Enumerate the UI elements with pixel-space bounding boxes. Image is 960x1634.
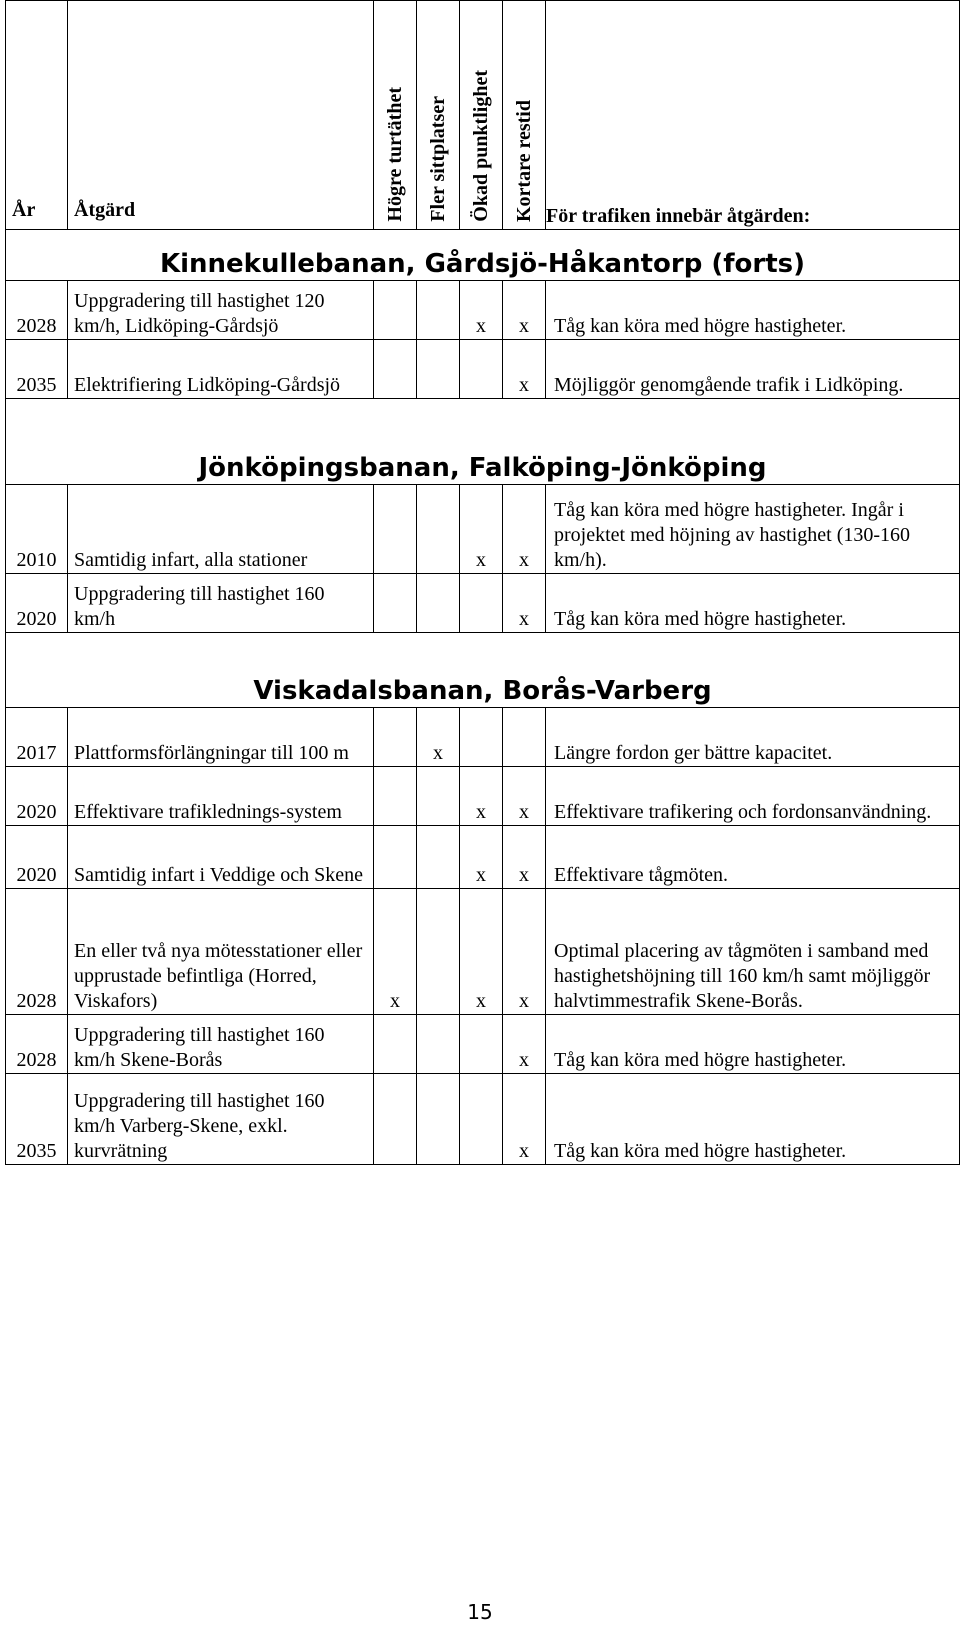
measures-table — [5, 0, 960, 1165]
effect-cell: Längre fordon ger bättre kapacitet. — [546, 708, 960, 767]
section-heading-kinnekullebanan — [6, 230, 960, 281]
table-row — [6, 889, 960, 1015]
section-title: Kinnekullebanan, Gårdsjö-Håkantorp (forts) — [6, 230, 960, 281]
table-row — [6, 826, 960, 889]
header-higher-frequency: Högre turtäthet — [374, 1, 417, 230]
year-cell: 2028 — [6, 1015, 68, 1074]
action-cell: Uppgradering till hastighet 160 km/h Skene-Borås — [68, 1015, 374, 1074]
effect-header: För trafiken innebär åtgärden: — [546, 1, 960, 230]
mark-cell — [460, 340, 503, 399]
action-cell: Effektivare trafiklednings-system — [68, 767, 374, 826]
mark-cell — [374, 767, 417, 826]
mark-cell: x — [503, 485, 546, 574]
action-cell: Elektrifiering Lidköping-Gårdsjö — [68, 340, 374, 399]
effect-cell: Effektivare trafikering och fordonsanvändning. — [546, 767, 960, 826]
table-row — [6, 708, 960, 767]
mark-cell — [417, 1074, 460, 1165]
mark-cell: x — [503, 767, 546, 826]
action-cell: Uppgradering till hastighet 160 km/h Varberg-Skene, exkl. kurvrätning — [68, 1074, 374, 1165]
header-punctuality: Ökad punktlighet — [460, 1, 503, 230]
action-cell: Uppgradering till hastighet 120 km/h, Lidköping-Gårdsjö — [68, 281, 374, 340]
table-row — [6, 485, 960, 574]
mark-cell — [374, 826, 417, 889]
effect-cell: Tåg kan köra med högre hastigheter. — [546, 574, 960, 633]
mark-cell: x — [374, 889, 417, 1015]
year-cell: 2028 — [6, 281, 68, 340]
mark-cell: x — [503, 1074, 546, 1165]
mark-cell — [417, 340, 460, 399]
mark-cell: x — [460, 281, 503, 340]
effect-cell: Tåg kan köra med högre hastigheter. — [546, 1074, 960, 1165]
mark-cell: x — [503, 281, 546, 340]
table-row — [6, 1015, 960, 1074]
effect-cell: Tåg kan köra med högre hastigheter. — [546, 1015, 960, 1074]
effect-cell: Tåg kan köra med högre hastigheter. Ingår i projektet med höjning av hastighet (130-160 km/h). — [546, 485, 960, 574]
mark-cell — [417, 767, 460, 826]
table-row — [6, 281, 960, 340]
year-cell: 2020 — [6, 574, 68, 633]
action-cell: Uppgradering till hastighet 160 km/h — [68, 574, 374, 633]
effect-cell: Möjliggör genomgående trafik i Lidköping. — [546, 340, 960, 399]
mark-cell: x — [460, 485, 503, 574]
year-cell: 2020 — [6, 767, 68, 826]
mark-cell: x — [503, 340, 546, 399]
table-row — [6, 1074, 960, 1165]
mark-cell — [417, 574, 460, 633]
mark-cell — [417, 826, 460, 889]
mark-cell — [374, 1074, 417, 1165]
year-header: År — [6, 1, 68, 230]
effect-cell: Tåg kan köra med högre hastigheter. — [546, 281, 960, 340]
page-number: 15 — [467, 1600, 493, 1624]
mark-cell — [460, 708, 503, 767]
mark-cell: x — [503, 574, 546, 633]
section-heading-jonkopingsbanan — [6, 399, 960, 485]
mark-cell — [417, 1015, 460, 1074]
section-title: Viskadalsbanan, Borås-Varberg — [6, 633, 960, 708]
action-cell: Plattformsförlängningar till 100 m — [68, 708, 374, 767]
mark-cell: x — [503, 1015, 546, 1074]
year-cell: 2035 — [6, 1074, 68, 1165]
action-cell: Samtidig infart, alla stationer — [68, 485, 374, 574]
year-cell: 2035 — [6, 340, 68, 399]
mark-cell — [374, 1015, 417, 1074]
mark-cell — [503, 708, 546, 767]
mark-cell — [460, 574, 503, 633]
effect-cell: Optimal placering av tågmöten i samband med hastighetshöjning till 160 km/h samt möjliggör halvtimmestrafik Skene-Borås. — [546, 889, 960, 1015]
action-cell: En eller två nya mötesstationer eller upprustade befintliga (Horred, Viskafors) — [68, 889, 374, 1015]
action-cell: Samtidig infart i Veddige och Skene — [68, 826, 374, 889]
table-row — [6, 574, 960, 633]
mark-cell: x — [460, 767, 503, 826]
section-title: Jönköpingsbanan, Falköping-Jönköping — [6, 399, 960, 485]
mark-cell: x — [460, 889, 503, 1015]
mark-cell: x — [503, 889, 546, 1015]
mark-cell — [460, 1074, 503, 1165]
mark-cell — [374, 708, 417, 767]
mark-cell — [374, 574, 417, 633]
year-cell: 2010 — [6, 485, 68, 574]
header-more-seats: Fler sittplatser — [417, 1, 460, 230]
mark-cell: x — [417, 708, 460, 767]
section-heading-viskadalsbanan — [6, 633, 960, 708]
mark-cell — [417, 281, 460, 340]
table-row — [6, 340, 960, 399]
effect-cell: Effektivare tågmöten. — [546, 826, 960, 889]
year-cell: 2017 — [6, 708, 68, 767]
action-header: Åtgärd — [68, 1, 374, 230]
mark-cell — [374, 340, 417, 399]
table-row — [6, 767, 960, 826]
mark-cell — [417, 485, 460, 574]
mark-cell — [374, 281, 417, 340]
year-cell: 2028 — [6, 889, 68, 1015]
mark-cell — [417, 889, 460, 1015]
mark-cell: x — [503, 826, 546, 889]
mark-cell: x — [460, 826, 503, 889]
mark-cell — [460, 1015, 503, 1074]
mark-cell — [374, 485, 417, 574]
year-cell: 2020 — [6, 826, 68, 889]
header-shorter-travel-time: Kortare restid — [503, 1, 546, 230]
table-header — [6, 1, 960, 230]
